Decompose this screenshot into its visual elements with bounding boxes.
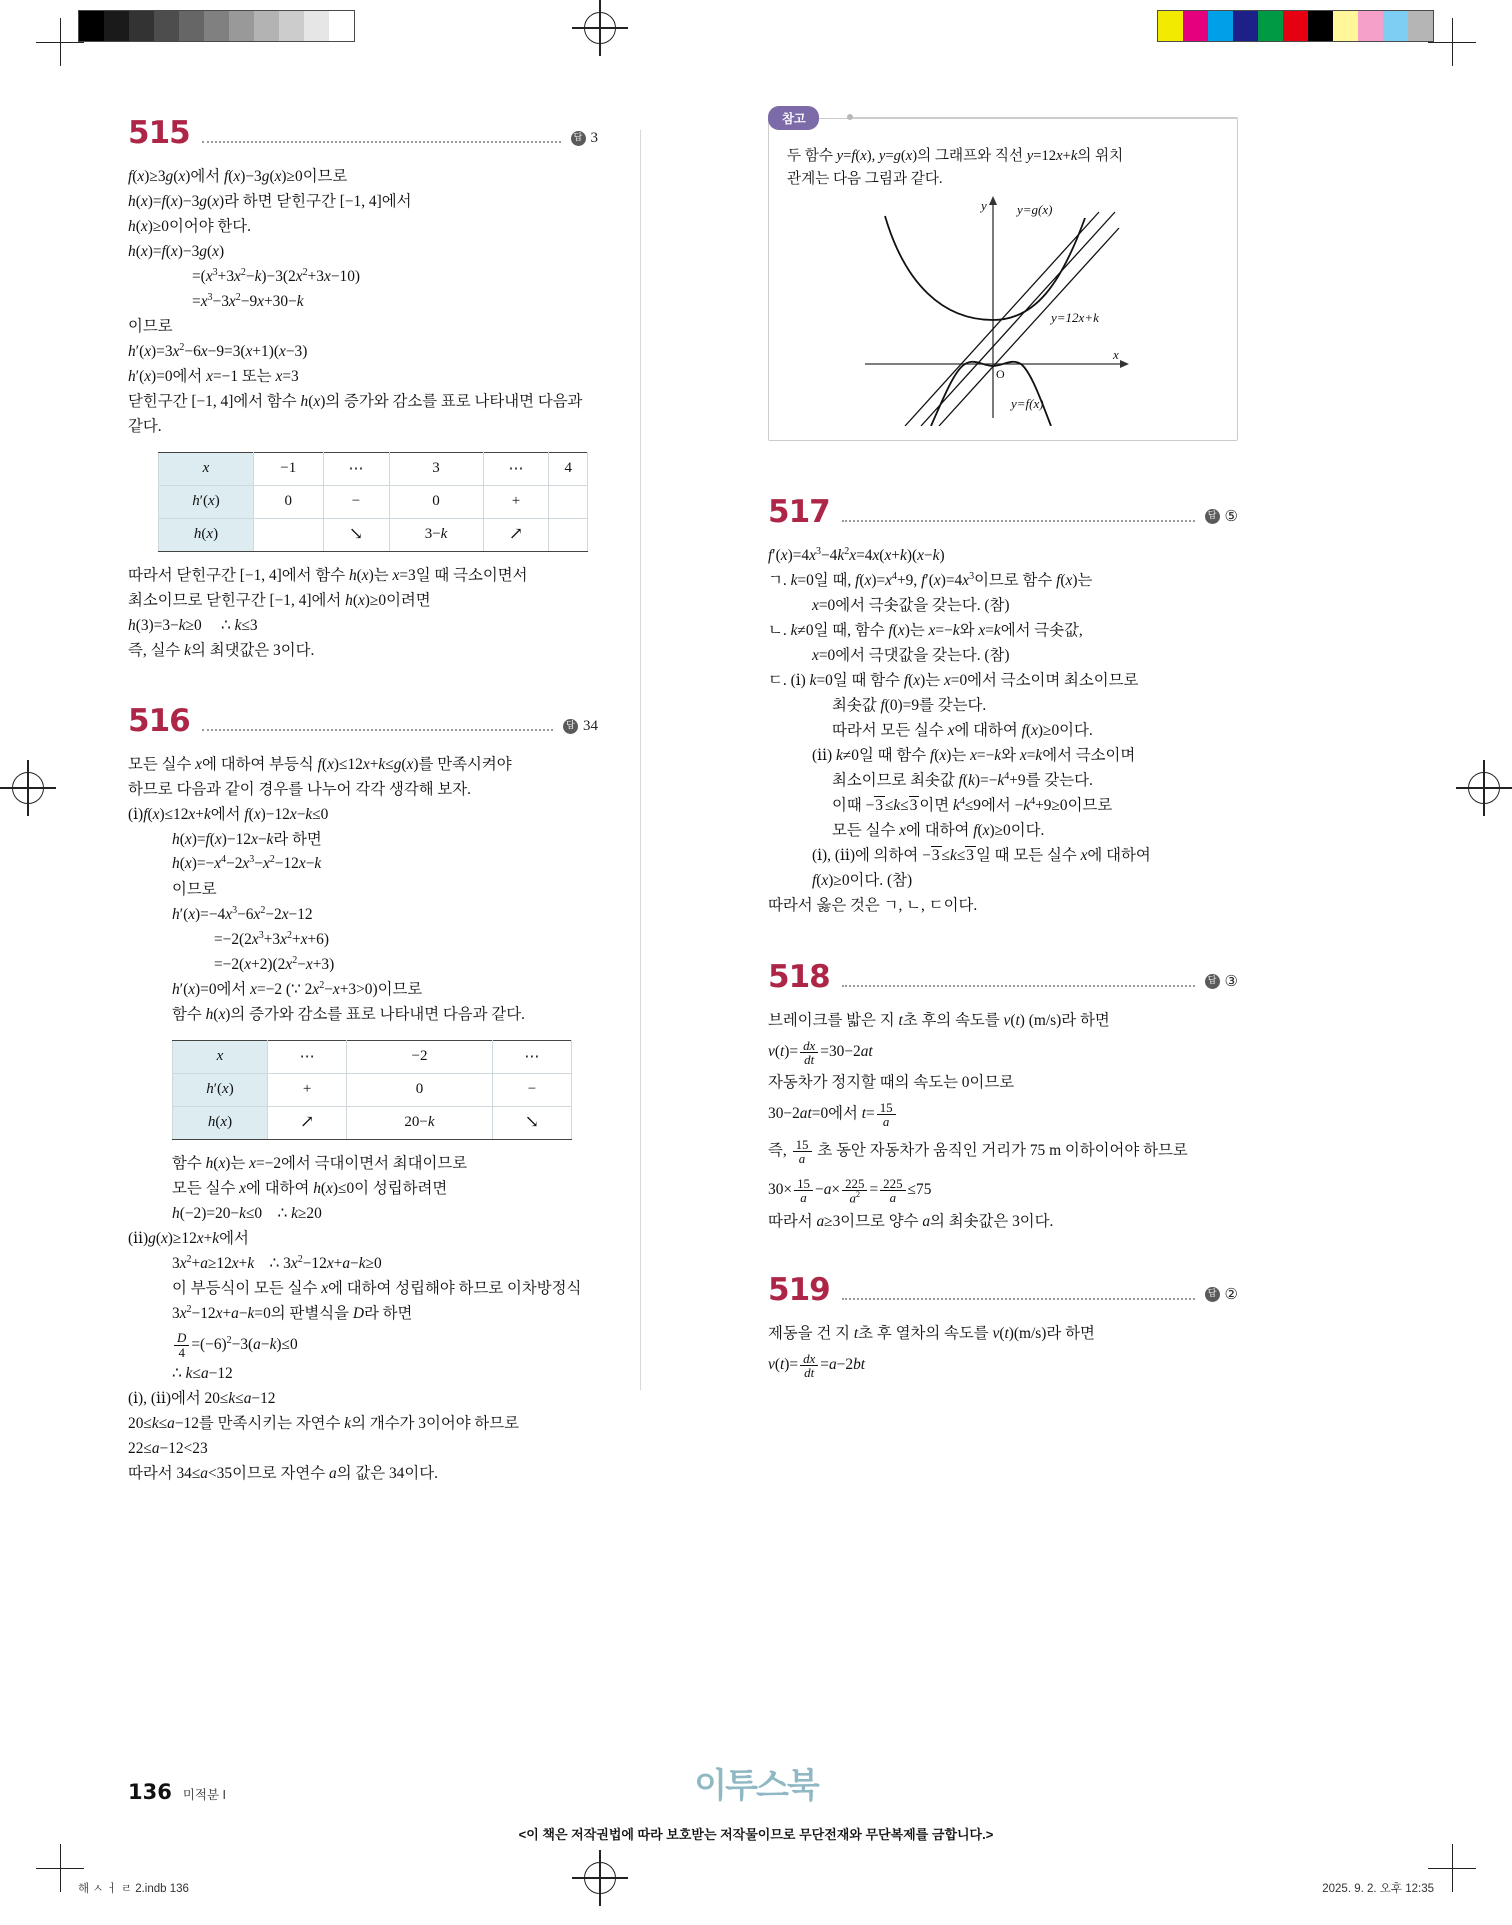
solution-line: 30× $\frac{15}{a}$ −a× $\frac{225}{a^2}$ = $\frac{225}{a}$ ≤75	[768, 1175, 932, 1206]
solution-line: ㄴ. k≠0일 때, 함수 f(x)는 x=−k와 x=k에서 극솟값,	[768, 621, 1083, 639]
solution-line: $h(x)=-x^4-2x^3-x^2-12x-k$	[172, 854, 322, 873]
solution-515-after	[128, 564, 598, 664]
answer-badge	[1205, 1285, 1238, 1308]
solution-line: f(x)≥0이다. (참)	[812, 871, 913, 889]
note-line: 두 함수 y=f(x), y=g(x)의 그래프와 직선 y=12x+k의 위치	[787, 148, 1124, 164]
solution-line: 22≤a−12<23	[128, 1439, 208, 1457]
gray-swatch	[129, 11, 154, 41]
answer-value: ③	[1224, 974, 1238, 991]
solution-line: x=0에서 극댓값을 갖는다. (참)	[812, 646, 1010, 664]
solution-line: 모든 실수 x에 대하여 부등식 f(x)≤12x+k≤g(x)를 만족시켜야	[128, 755, 512, 773]
table-cell: ↘	[492, 1106, 571, 1139]
solution-line: h(x)=f(x)−3g(x)라 하면 닫힌구간 [−1, 4]에서	[128, 192, 412, 210]
problem-header-516	[128, 702, 598, 739]
color-swatch	[1383, 11, 1408, 41]
gray-swatch	[329, 11, 354, 41]
answer-icon: 답	[571, 131, 586, 146]
left-column	[128, 115, 598, 1487]
solution-line: x=0에서 극솟값을 갖는다. (참)	[812, 596, 1010, 614]
leader-dots	[842, 1297, 1195, 1300]
problem-number: 518	[768, 959, 830, 996]
solution-line: 이 부등식이 모든 실수 x에 대하여 성립해야 하므로 이차방정식	[172, 1279, 582, 1297]
table-row-header: x	[173, 1040, 268, 1073]
y-axis-label: y	[981, 197, 987, 213]
column-divider	[640, 130, 641, 1390]
solution-line: (ⅰ)f(x)≤12x+k에서 f(x)−12x−k≤0	[128, 805, 329, 823]
color-swatch	[1308, 11, 1333, 41]
color-swatch	[1158, 11, 1183, 41]
color-swatch	[1208, 11, 1233, 41]
solution-line: h(x)=f(x)−12x−k라 하면	[172, 830, 322, 848]
solution-line: 함수 h(x)의 증가와 감소를 표로 나타내면 다음과 같다.	[172, 1005, 525, 1023]
color-calibration-bar	[1157, 10, 1434, 42]
table-cell: 4	[549, 452, 588, 485]
problem-header-515	[128, 115, 598, 151]
leader-dots	[842, 519, 1195, 522]
solution-516-after	[128, 1152, 598, 1487]
gray-swatch	[154, 11, 179, 41]
function-graph-svg	[793, 194, 1213, 426]
answer-icon: 답	[1205, 509, 1220, 524]
gray-swatch	[229, 11, 254, 41]
solution-519	[768, 1322, 1238, 1384]
solution-line: 20≤k≤a−12를 만족시키는 자연수 k의 개수가 3이어야 하므로	[128, 1415, 520, 1433]
solution-line: $=(x^3+3x^2-k)-3(2x^2+3x-10)$	[192, 266, 361, 285]
y-axis-arrow	[989, 196, 997, 205]
page-number: 136	[128, 1780, 172, 1804]
solution-line: f(x)≥3g(x)에서 f(x)−3g(x)≥0이므로	[128, 168, 348, 185]
solution-line: 자동차가 정지할 때의 속도는 0이므로	[768, 1074, 1015, 1092]
print-timestamp: 2025. 9. 2. 오후 12:35	[1322, 1883, 1434, 1895]
gray-swatch	[179, 11, 204, 41]
solution-line: ㄱ. k=0일 때, $f(x)=x^4+9$, $f'(x)=4x^3$이므로 함수 f(x)는	[768, 570, 1093, 589]
copyright-notice: <이 책은 저작권법에 따라 보호받는 저작물이므로 무단전재와 무단복제를 금합니다.>	[518, 1827, 994, 1842]
indb-filename: 해 ㅅ ㅓ ㄹ 2.indb 136	[78, 1883, 189, 1895]
solution-line: 닫힌구간 [−1, 4]에서 함수 h(x)의 증가와 감소를 표로 나타내면 다음과 같다.	[128, 392, 583, 435]
table-cell: 20−k	[347, 1106, 493, 1139]
solution-518	[768, 1009, 1238, 1235]
solution-line: $=-2(x+2)(2x^2-x+3)$	[214, 954, 335, 973]
table-row-header: x	[159, 452, 254, 485]
table-row	[173, 1106, 572, 1139]
solution-line: 브레이크를 밟은 지 t초 후의 속도를 v(t) (m/s)라 하면	[768, 1012, 1110, 1030]
solution-line: h′(x)=0에서 x=−1 또는 x=3	[128, 368, 299, 385]
solution-line: v(t)= $\frac{dx}{dt}$ =a−2bt	[768, 1350, 866, 1381]
solution-line: 30−2at=0에서 t= $\frac{15}{a}$	[768, 1096, 1238, 1133]
table-cell: −2	[347, 1040, 493, 1073]
table-cell: ↗	[483, 518, 549, 551]
solution-line: 모든 실수 x에 대하여 h(x)≤0이 성립하려면	[172, 1179, 448, 1197]
note-graph	[787, 194, 1219, 426]
curve-g	[885, 216, 1085, 320]
subject-label: 미적분 I	[182, 1788, 227, 1802]
answer-icon: 답	[563, 719, 578, 734]
leader-dots	[842, 984, 1195, 987]
x-axis-label: x	[1113, 346, 1119, 362]
variation-table-516	[172, 1040, 572, 1140]
note-line: 관계는 다음 그림과 같다.	[787, 171, 943, 188]
table-cell: 3−k	[389, 518, 483, 551]
table-cell: 0	[347, 1073, 493, 1106]
answer-value: 3	[590, 130, 598, 146]
color-swatch	[1233, 11, 1258, 41]
table-cell: −1	[254, 452, 324, 485]
answer-badge	[1205, 507, 1238, 530]
table-row	[173, 1040, 572, 1073]
line-label: y=12x+k	[1051, 309, 1099, 325]
table-row	[173, 1073, 572, 1106]
solution-line: v(t)= $\frac{dx}{dt}$ =30−2at	[768, 1037, 873, 1068]
solution-line: 즉, $\frac{15}{a}$ 초 동안 자동차가 움직인 거리가 75 m 이하이어야 하므로	[768, 1136, 1188, 1167]
table-cell	[549, 485, 588, 518]
crop-mark-top-left	[36, 18, 84, 66]
problem-header-519	[768, 1272, 1238, 1309]
solution-line: 최소이므로 최솟값 $f(k)=-k^4+9$를 갖는다.	[832, 770, 1093, 789]
solution-line: 최소이므로 닫힌구간 [−1, 4]에서 h(x)≥0이려면	[128, 591, 431, 609]
publisher-logo	[128, 1758, 1384, 1807]
color-swatch	[1283, 11, 1308, 41]
curve-f-label: y=f(x)	[1011, 395, 1044, 411]
answer-icon: 답	[1205, 1287, 1220, 1302]
solution-line: ㄷ. (ⅰ) k=0일 때 함수 f(x)는 x=0에서 극소이며 최소이므로	[768, 671, 1139, 689]
solution-line: 따라서 닫힌구간 [−1, 4]에서 함수 h(x)는 x=3일 때 극소이면서	[128, 566, 528, 584]
solution-517	[768, 544, 1238, 919]
solution-line: 이므로	[128, 317, 173, 335]
problem-header-517	[768, 493, 1238, 530]
table-row	[159, 452, 588, 485]
curve-g-label: y=g(x)	[1017, 201, 1053, 217]
grayscale-calibration-bar	[78, 10, 355, 42]
solution-line: h′(x)=0에서 x=−2 (∵ $2x^2-x+3>0$)이므로	[172, 979, 423, 998]
table-cell	[254, 518, 324, 551]
solution-line: (ⅱ) k≠0일 때 함수 f(x)는 x=−k와 x=k에서 극소이며	[812, 746, 1136, 764]
problem-header-518	[768, 959, 1238, 996]
color-swatch	[1333, 11, 1358, 41]
solution-line: 따라서 a≥3이므로 양수 a의 최솟값은 3이다.	[768, 1213, 1054, 1231]
problem-number: 515	[128, 115, 190, 151]
solution-line: $h'(x)=-4x^3-6x^2-2x-12$	[172, 904, 313, 923]
answer-value: 34	[583, 717, 598, 734]
table-cell: 3	[389, 452, 483, 485]
solution-line: h(x)≥0이어야 한다.	[128, 217, 251, 235]
problem-number: 517	[768, 493, 830, 530]
problem-number: 519	[768, 1272, 830, 1309]
solution-line: h(−2)=20−k≤0 ∴ k≥20	[172, 1204, 322, 1222]
solution-line: $f'(x)=4x^3-4k^2x=4x(x+k)(x-k)$	[768, 545, 945, 564]
solution-line: (ⅰ), (ⅱ)에 의하여 −3 ≤k≤3 일 때 모든 실수 x에 대하여	[812, 846, 1151, 864]
reference-note-box	[768, 111, 1238, 441]
registration-mark-right	[1456, 760, 1512, 816]
gray-swatch	[304, 11, 329, 41]
answer-icon: 답	[1205, 974, 1220, 989]
table-cell: 0	[389, 485, 483, 518]
gray-swatch	[279, 11, 304, 41]
solution-line: 최솟값 f(0)=9를 갖는다.	[832, 696, 987, 714]
table-cell: +	[483, 485, 549, 518]
solution-line: 따라서 모든 실수 x에 대하여 f(x)≥0이다.	[832, 721, 1093, 739]
solution-line: $3x^2-12x+a-k=0$의 판별식을 D라 하면	[172, 1303, 413, 1322]
table-cell: ⋯	[492, 1040, 571, 1073]
right-column	[768, 111, 1238, 1384]
table-cell: +	[268, 1073, 347, 1106]
solution-line: 따라서 34≤a<35이므로 자연수 a의 값은 34이다.	[128, 1464, 438, 1482]
crop-mark-bottom-left	[36, 1844, 84, 1892]
leader-dots	[202, 140, 561, 143]
registration-mark-left	[0, 760, 56, 816]
solution-line: 제동을 건 지 t초 후 열차의 속도를 v(t)(m/s)라 하면	[768, 1325, 1095, 1343]
answer-value: ②	[1224, 1287, 1238, 1304]
solution-line: 하므로 다음과 같이 경우를 나누어 각각 생각해 보자.	[128, 780, 471, 798]
table-cell: ⋯	[268, 1040, 347, 1073]
color-swatch	[1258, 11, 1283, 41]
solution-515	[128, 165, 598, 440]
publisher-name: 이투스북	[694, 1766, 818, 1806]
table-cell: 0	[254, 485, 324, 518]
solution-line: h(x)=f(x)−3g(x)	[128, 242, 225, 260]
note-connector-line	[853, 117, 1238, 118]
solution-line: 즉, 실수 k의 최댓값은 3이다.	[128, 641, 315, 659]
curve-f	[931, 361, 1051, 425]
table-row-header: h(x)	[173, 1106, 268, 1139]
answer-value: ⑤	[1224, 508, 1238, 525]
gray-swatch	[254, 11, 279, 41]
page-footer	[128, 1766, 1384, 1842]
solution-line: 이므로	[172, 880, 217, 898]
solution-line: h(3)=3−k≥0 ∴ k≤3	[128, 616, 258, 634]
answer-badge	[563, 718, 598, 739]
table-row-header: h(x)	[159, 518, 254, 551]
crop-mark-top-right	[1428, 18, 1476, 66]
solution-line: 모든 실수 x에 대하여 f(x)≥0이다.	[832, 821, 1045, 839]
variation-table-515	[158, 452, 588, 552]
solution-line: ∴ k≤a−12	[172, 1365, 233, 1383]
registration-mark-top	[572, 0, 628, 56]
table-cell: ⋯	[483, 452, 549, 485]
table-row-header: h′(x)	[159, 485, 254, 518]
solution-line: 함수 h(x)는 x=−2에서 극대이면서 최대이므로	[172, 1154, 468, 1172]
solution-516	[128, 753, 598, 1028]
answer-badge	[1205, 972, 1238, 995]
solution-line: (ⅱ)g(x)≥12x+k에서	[128, 1229, 249, 1247]
table-row	[159, 518, 588, 551]
solution-line: $=x^3-3x^2-9x+30-k$	[192, 291, 304, 311]
table-cell	[549, 518, 588, 551]
solution-line: (ⅰ), (ⅱ)에서 20≤k≤a−12	[128, 1390, 276, 1408]
table-row	[159, 485, 588, 518]
note-text	[787, 145, 1219, 192]
x-axis-arrow	[1120, 360, 1129, 368]
color-swatch	[1358, 11, 1383, 41]
registration-mark-bottom	[572, 1850, 628, 1906]
solution-line: 이때 −3 ≤k≤3 이면 $k^4\le 9$에서 $-k^4+9\ge 0$이므로	[832, 795, 1113, 814]
solution-line: 따라서 옳은 것은 ㄱ, ㄴ, ㄷ이다.	[768, 896, 978, 914]
solution-line: $h'(x)=3x^2-6x-9=3(x+1)(x-3)$	[128, 341, 308, 361]
solution-line: $\frac{D}{4}$ $=(-6)^2-3(a-k)\le 0$	[128, 1327, 598, 1362]
table-cell: ↘	[323, 518, 389, 551]
table-cell: ⋯	[323, 452, 389, 485]
gray-swatch	[104, 11, 129, 41]
solution-line: $=-2(2x^3+3x^2+x+6)$	[214, 929, 330, 948]
table-row-header: h′(x)	[173, 1073, 268, 1106]
leader-dots	[202, 728, 553, 731]
table-cell: −	[492, 1073, 571, 1106]
origin-label: O	[996, 366, 1005, 381]
problem-number: 516	[128, 702, 190, 739]
crop-mark-bottom-right	[1428, 1844, 1476, 1892]
solution-line: $3x^2+a\ge 12x+k$ ∴ $3x^2-12x+a-k\ge 0$	[172, 1253, 382, 1272]
color-swatch	[1183, 11, 1208, 41]
note-tab-label: 참고	[768, 106, 819, 130]
table-cell: −	[323, 485, 389, 518]
table-cell: ↗	[268, 1106, 347, 1139]
gray-swatch	[204, 11, 229, 41]
answer-badge	[571, 130, 599, 151]
